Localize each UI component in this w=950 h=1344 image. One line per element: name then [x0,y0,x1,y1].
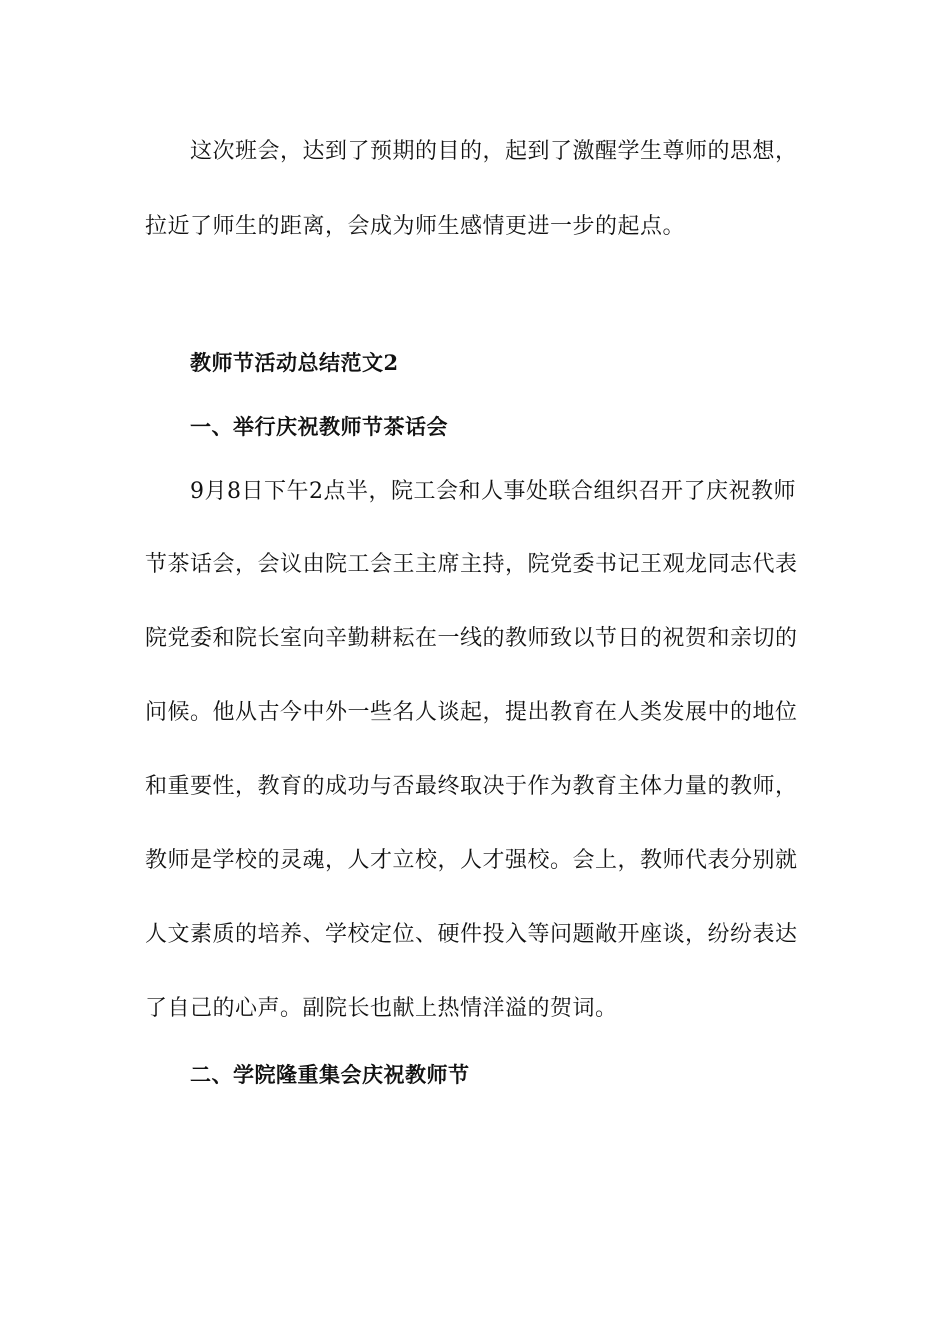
paragraph-line-6: 教师是学校的灵魂，人才立校，人才强校。会上，教师代表分别就 [145,848,798,873]
section-title: 教师节活动总结范文2 [190,350,399,375]
paragraph-line-5: 和重要性，教育的成功与否最终取决于作为教育主体力量的教师， [145,774,798,799]
paragraph-line-8: 了自己的心声。副院长也献上热情洋溢的贺词。 [145,996,618,1021]
paragraph-line-2: 节茶话会，会议由院工会王主席主持，院党委书记王观龙同志代表 [145,552,798,577]
paragraph-line-3: 院党委和院长室向辛勤耕耘在一线的教师致以节日的祝贺和亲切的 [145,626,798,651]
intro-line-2: 拉近了师生的距离，会成为师生感情更进一步的起点。 [145,214,686,239]
paragraph-line-4: 问候。他从古今中外一些名人谈起，提出教育在人类发展中的地位 [145,700,798,725]
heading-celebration-assembly: 二、学院隆重集会庆祝教师节 [190,1062,470,1087]
heading-tea-party: 一、举行庆祝教师节茶话会 [190,414,448,439]
intro-line-1: 这次班会，达到了预期的目的，起到了激醒学生尊师的思想， [190,139,798,164]
paragraph-line-7: 人文素质的培养、学校定位、硬件投入等问题敞开座谈，纷纷表达 [145,922,798,947]
paragraph-line-1: 9月8日下午2点半，院工会和人事处联合组织召开了庆祝教师 [190,479,796,504]
